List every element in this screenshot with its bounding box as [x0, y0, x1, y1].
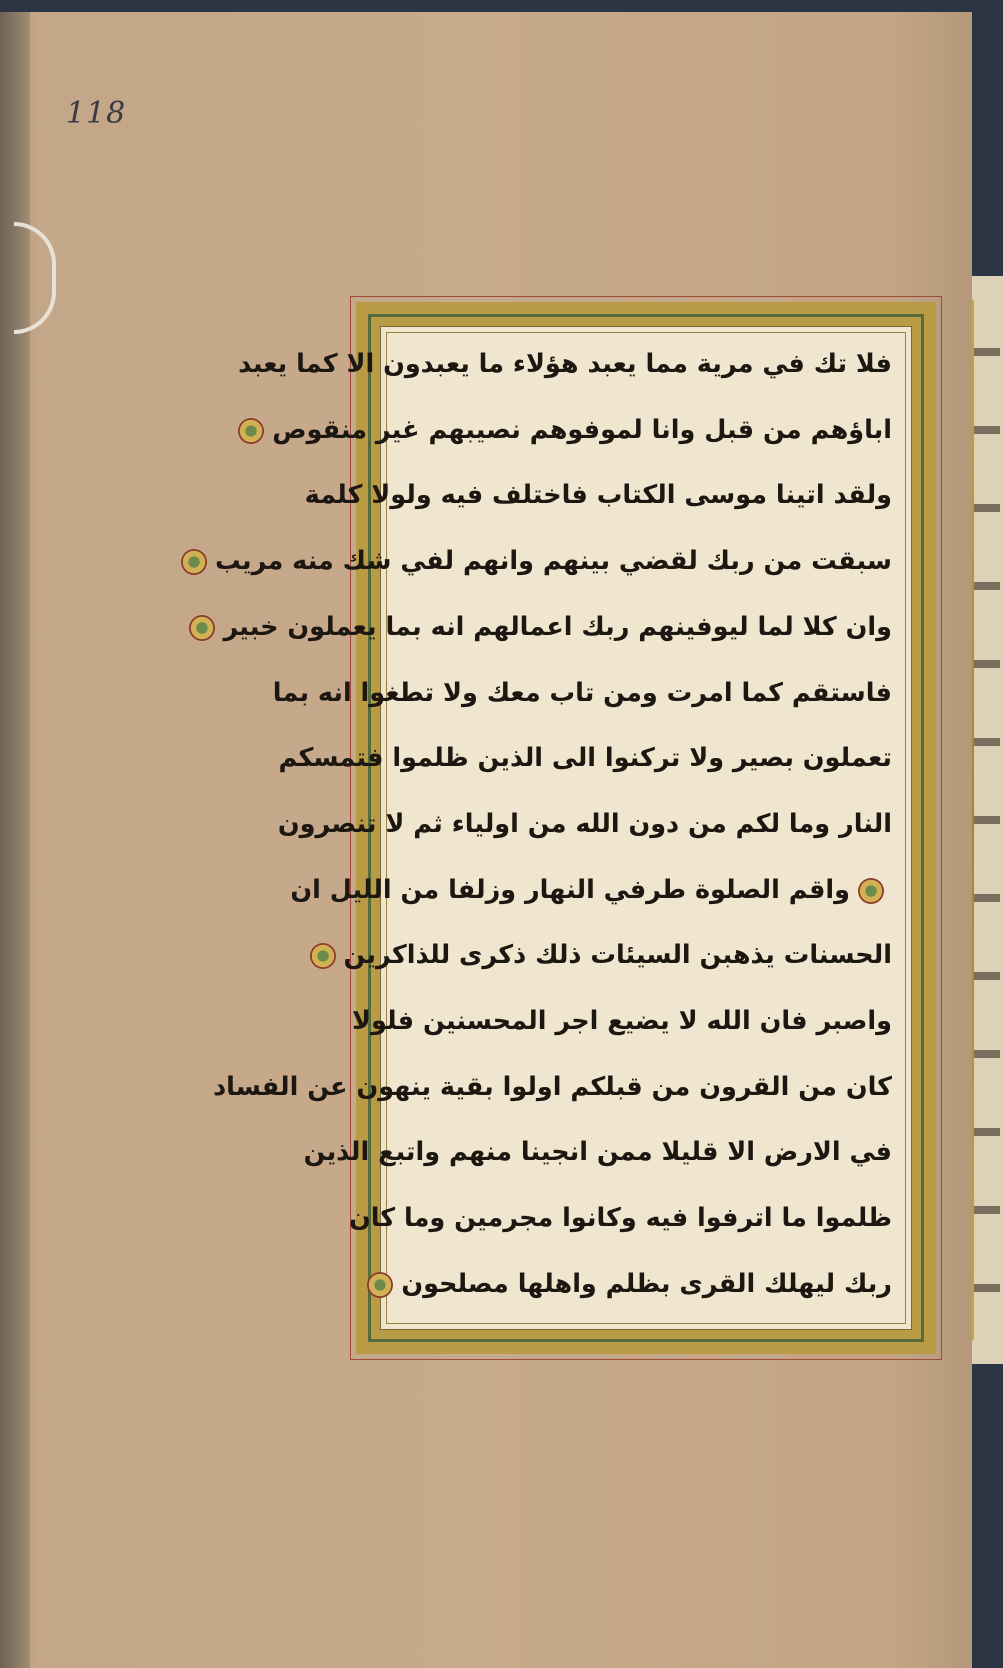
text-line-9: واقم الصلوة طرفي النهار وزلفا من الليل ان: [392, 870, 900, 910]
verse-marker-icon: [238, 418, 264, 444]
text-line-15: ربك ليهلك القرى بظلم واهلها مصلحون: [392, 1264, 900, 1304]
verse-marker-icon: [858, 878, 884, 904]
text-line-6: فاستقم كما امرت ومن تاب معك ولا تطغوا انه بما: [272, 677, 892, 708]
text-line-8: النار وما لكم من دون الله من اولياء ثم لا تنصرون: [277, 808, 892, 839]
folio-number: 118: [66, 96, 127, 131]
text-line-1: فلا تك في مرية مما يعبد هؤلاء ما يعبدون الا كما يعبد: [238, 349, 892, 379]
text-line-10: الحسنات يذهبن السيئات ذلك ذكرى للذاكرين: [392, 935, 900, 975]
text-line-5: وان كلا لما ليوفينهم ربك اعمالهم انه بما يعملون خبير: [392, 607, 900, 647]
text-line-11: واصبر فان الله لا يضيع اجر المحسنين فلولا: [352, 1006, 892, 1037]
text-block: [213, 338, 900, 1318]
verse-marker-icon: [367, 1272, 393, 1298]
text-line-3: ولقد اتينا موسى الكتاب فاختلف فيه ولولا كلمة: [304, 480, 892, 511]
text-line-14: ظلموا ما اترفوا فيه وكانوا مجرمين وما كان: [348, 1203, 892, 1234]
text-line-13: في الارض الا قليلا ممن انجينا منهم واتبع الذين: [303, 1137, 892, 1168]
text-line-7: تعملون بصير ولا تركنوا الى الذين ظلموا فتمسكم: [278, 743, 892, 774]
text-line-4: سبقت من ربك لقضي بينهم وانهم لفي شك منه مريب: [392, 541, 900, 581]
verse-marker-icon: [181, 549, 207, 575]
verse-marker-icon: [189, 615, 215, 641]
text-line-12: كان من القرون من قبلكم اولوا بقية ينهون عن الفساد: [213, 1071, 892, 1102]
text-line-2: اباؤهم من قبل وانا لموفوهم نصيبهم غير منقوص: [392, 410, 900, 450]
verse-marker-icon: [310, 943, 336, 969]
adjacent-page-text-fragment: [974, 300, 1000, 1340]
